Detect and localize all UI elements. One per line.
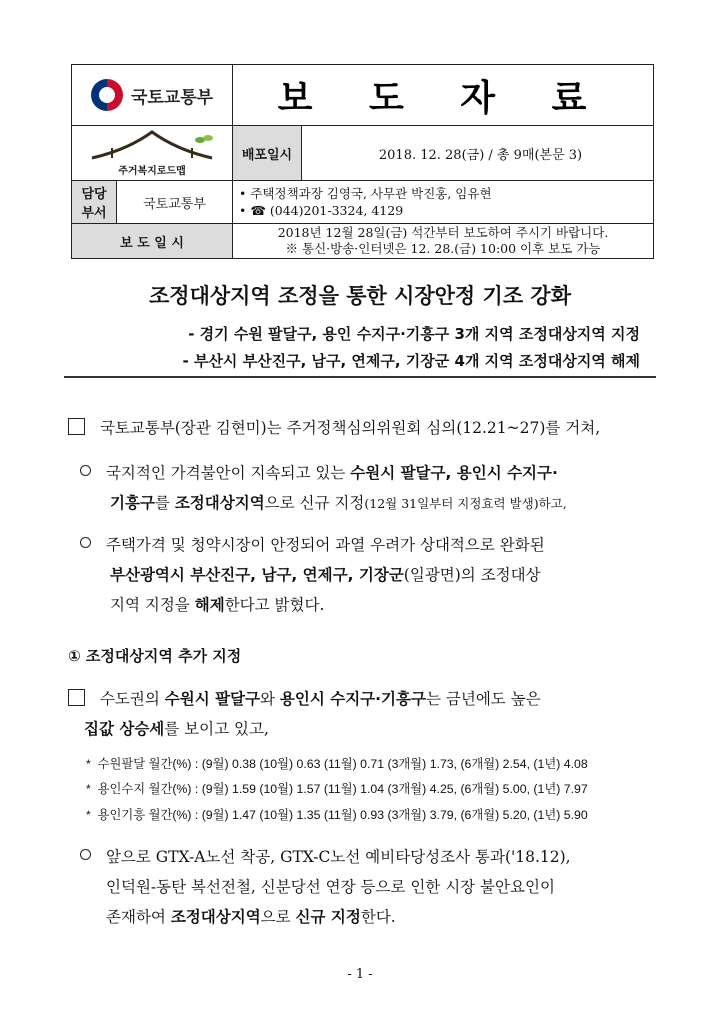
- release-value: 2018. 12. 28(금) / 총 9매(본문 3): [302, 126, 654, 181]
- square-bullet-icon: [68, 418, 85, 435]
- taegeuk-emblem-icon: [91, 79, 123, 111]
- title-underline: [64, 376, 656, 378]
- contact-details: [233, 181, 654, 224]
- contact-label: 담당 부서: [72, 181, 117, 223]
- point-1: 국지적인 가격불안이 지속되고 있는 수원시 팔달구, 용인시 수지구· 기흥구를 조정대상지역으로 신규 지정(12월 31일부터 지정효력 발생)하고,: [80, 458, 660, 519]
- square-bullet-icon: [68, 689, 85, 706]
- circle-bullet-icon: [80, 465, 91, 476]
- circle-bullet-icon: [80, 849, 91, 860]
- headline: 조정대상지역 조정을 통한 시장안정 기조 강화: [149, 284, 571, 308]
- contact-dept: 국토교통부: [143, 196, 206, 212]
- contact-person: • 주택정책과장 김영국, 사무관 박진홍, 임유현: [239, 186, 492, 201]
- embargo-label: 보 도 일 시: [72, 224, 233, 259]
- section-heading: ① 조정대상지역 추가 지정: [68, 647, 242, 665]
- subtitle-2: - 부산시 부산진구, 남구, 연제구, 기장군 4개 지역 조정대상지역 해제: [182, 352, 640, 370]
- ministry-logo-cell: [72, 65, 233, 126]
- note-giheung: * 용인기흥 월간(%) : (9월) 1.47 (10월) 1.35 (11월) 0.93 (3개월) 3.79, (6개월) 5.20, (1년) 5.90: [86, 808, 588, 822]
- roadmap-logo-cell: [72, 126, 233, 181]
- capital-paragraph: 수도권의 수원시 팔달구와 용인시 수지구·기흥구는 금년에도 높은 집값 상승세를 보이고 있고,: [68, 684, 658, 744]
- roof-logo-icon: [82, 128, 222, 164]
- embargo-line-1: 2018년 12월 28일(금) 석간부터 보도하여 주시기 바랍니다.: [277, 225, 609, 240]
- subtitle-1: - 경기 수원 팔달구, 용인 수지구·기흥구 3개 지역 조정대상지역 지정: [188, 325, 640, 343]
- point-3: 앞으로 GTX-A노선 착공, GTX-C노선 예비타당성조사 통과('18.12), 인덕원-동탄 복선전철, 신분당선 연장 등으로 인한 시장 불안요인이 존재하여 조정대상지역으로 신규 지정한다.: [80, 842, 665, 932]
- press-release-title: 보 도 자 료: [277, 77, 609, 119]
- note-suji: * 용인수지 월간(%) : (9월) 1.59 (10월) 1.57 (11월) 1.04 (3개월) 4.25, (6개월) 5.00, (1년) 7.97: [86, 782, 588, 796]
- intro-paragraph: [68, 413, 600, 443]
- press-header-table: [71, 64, 654, 259]
- contact-phone: • ☎ (044)201-3324, 4129: [239, 203, 404, 218]
- circle-bullet-icon: [80, 537, 91, 548]
- intro-text: 국토교통부(장관 김현미)는 주거정책심의위원회 심의(12.21~27)를 거쳐,: [99, 419, 601, 437]
- embargo-line-2: ※ 통신·방송·인터넷은 12. 28.(금) 10:00 이후 보도 가능: [285, 241, 601, 256]
- note-suwon: * 수원팔달 월간(%) : (9월) 0.38 (10월) 0.63 (11월) 0.71 (3개월) 1.73, (6개월) 2.54, (1년) 4.08: [86, 757, 588, 771]
- page-number: - 1 -: [347, 967, 373, 982]
- point-2: 주택가격 및 청약시장이 안정되어 과열 우려가 상대적으로 완화된 부산광역시 부산진구, 남구, 연제구, 기장군(일광면)의 조정대상 지역 지정을 해제한다고 밝혔다.: [80, 530, 660, 620]
- embargo-details: [233, 224, 654, 259]
- ministry-name: 국토교통부: [130, 87, 214, 108]
- release-label: 배포일시: [233, 126, 302, 181]
- roadmap-label: 주거복지로드맵: [118, 166, 186, 177]
